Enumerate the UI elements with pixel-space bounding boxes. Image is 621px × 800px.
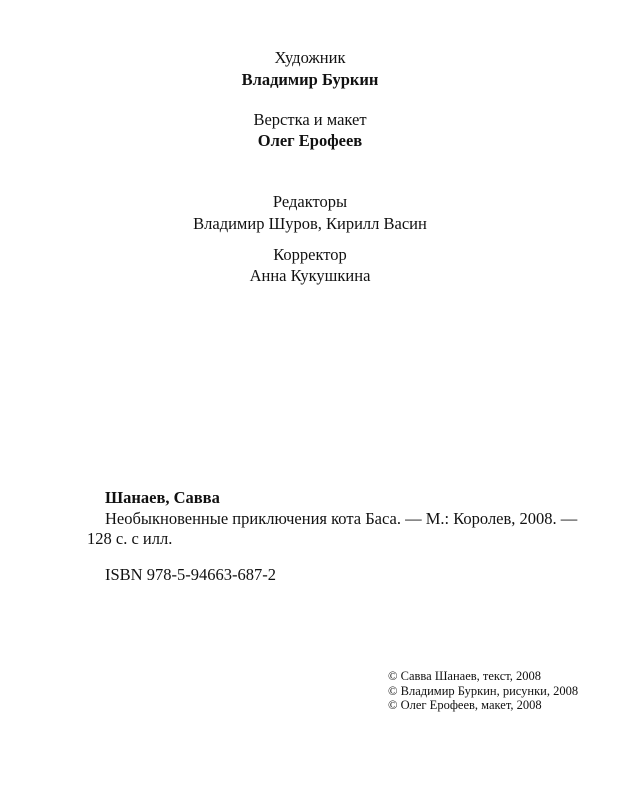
proofreader-name: Анна Кукушкина (249, 266, 371, 285)
artist-role: Художник (274, 48, 346, 67)
book-description-line2: 128 с. с илл. (87, 529, 173, 548)
layout-name: Олег Ерофеев (257, 131, 363, 150)
isbn: ISBN 978-5-94663-687-2 (105, 565, 276, 584)
proofreader-role: Корректор (273, 245, 347, 264)
editors-role: Редакторы (272, 192, 348, 211)
copyright-layout: © Олег Ерофеев, макет, 2008 (388, 698, 542, 712)
book-author: Шанаев, Савва (105, 488, 220, 507)
copyright-illustrations: © Владимир Буркин, рисунки, 2008 (388, 684, 579, 698)
book-description-line1: Необыкновенные приключения кота Баса. — М.: Королев, 2008. — (105, 509, 578, 528)
layout-role: Верстка и макет (253, 110, 367, 129)
copyright-text: © Савва Шанаев, текст, 2008 (388, 669, 542, 683)
artist-name: Владимир Буркин (241, 70, 379, 89)
editors-names: Владимир Шуров, Кирилл Васин (193, 214, 427, 233)
